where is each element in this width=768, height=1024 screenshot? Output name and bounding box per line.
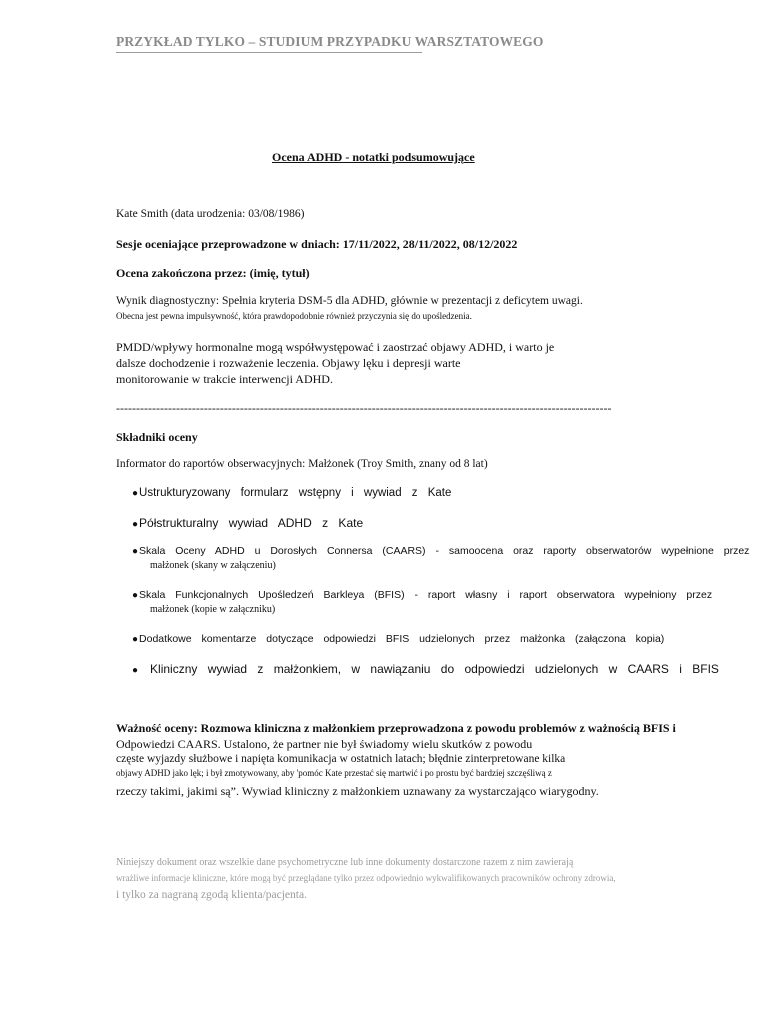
diagnosis-line-2: Obecna jest pewna impulsywność, która prawdopodobnie również przyczynia się do upośledzenia.	[116, 311, 472, 321]
bullet-icon: ●	[132, 519, 139, 530]
diagnosis-line-1: Wynik diagnostyczny: Spełnia kryteria DSM-5 dla ADHD, głównie w prezentacji z deficytem uwagi.	[116, 295, 583, 307]
list-item: ●Skala Oceny ADHD u Dorosłych Connersa (CAARS) - samoocena oraz raporty obserwatorów wypełnione przez	[132, 545, 750, 557]
list-item: ●Półstrukturalny wywiad ADHD z Kate	[132, 516, 364, 530]
bullet-icon: ●	[132, 665, 139, 676]
list-item: ● Kliniczny wywiad z małżonkiem, w nawiązaniu do odpowiedzi udzielonych w CAARS i BFIS	[132, 662, 719, 676]
validity-line-2: Odpowiedzi CAARS. Ustalono, że partner nie był świadomy wielu skutków z powodu	[116, 737, 533, 751]
list-item: ●Dodatkowe komentarze dotyczące odpowiedzi BFIS udzielonych przez małżonka (załączona kopia)	[132, 633, 665, 645]
bullet-icon: ●	[132, 590, 139, 601]
list-item: ●Skala Funkcjonalnych Upośledzeń Barkleya (BFIS) - raport własny i raport obserwatora wypełniony przez	[132, 589, 713, 601]
validity-line-3: częste wyjazdy służbowe i napięta komunikacja w ostatnich latach; błędnie zinterpretowane kilka	[116, 753, 566, 765]
patient-line: Kate Smith (data urodzenia: 03/08/1986)	[116, 208, 305, 220]
validity-line-4: objawy ADHD jako lęk; i był zmotywowany, aby 'pomóc Kate przestać się martwić i po prostu być bardziej szczęśliwą z	[116, 768, 552, 778]
list-item: ●Ustrukturyzowany formularz wstępny i wywiad z Kate	[132, 487, 452, 499]
validity-line-1: Ważność oceny: Rozmowa kliniczna z małżonkiem przeprowadzona z powodu problemów z ważnością BFIS i	[116, 721, 676, 735]
pmdd-line-1: PMDD/wpływy hormonalne mogą współwystępować i zaostrzać objawy ADHD, i warto je	[116, 340, 555, 354]
list-item-continuation: małżonek (skany w załączeniu)	[150, 560, 276, 571]
bullet-icon: ●	[132, 634, 139, 645]
document-title: Ocena ADHD - notatki podsumowujące	[272, 150, 475, 164]
list-item-continuation: małżonek (kopie w załączniku)	[150, 604, 276, 615]
bullet-icon: ●	[132, 546, 139, 557]
header-underline	[116, 52, 422, 53]
validity-line-5: rzeczy takimi, jakimi są”. Wywiad kliniczny z małżonkiem uznawany za wystarczająco wiarygodny.	[116, 784, 599, 798]
bullet-icon: ●	[132, 488, 139, 499]
sessions-line: Sesje oceniające przeprowadzone w dniach: 17/11/2022, 28/11/2022, 08/12/2022	[116, 237, 518, 251]
footer-disclaimer-line-2: wrażliwe informacje kliniczne, które mogą być przeglądane tylko przez odpowiednio wykwalifikowanych pracowników ochrony zdrowia,	[116, 873, 616, 883]
completed-by-line: Ocena zakończona przez: (imię, tytuł)	[116, 266, 310, 280]
pmdd-line-2: dalsze dochodzenie i rozważenie leczenia. Objawy lęku i depresji warte	[116, 356, 461, 370]
separator-line: ----------------------------------------------------------------------------------------------------------------------------	[116, 401, 612, 415]
footer-disclaimer-line-1: Niniejszy dokument oraz wszelkie dane psychometryczne lub inne dokumenty dostarczone razem z nim zawierają	[116, 857, 574, 868]
footer-disclaimer-line-3: i tylko za nagraną zgodą klienta/pacjenta.	[116, 889, 307, 901]
pmdd-line-3: monitorowanie w trakcie interwencji ADHD.	[116, 372, 333, 386]
document-header: PRZYKŁAD TYLKO – STUDIUM PRZYPADKU WARSZTATOWEGO	[116, 34, 544, 49]
informant-line: Informator do raportów obserwacyjnych: Małżonek (Troy Smith, znany od 8 lat)	[116, 458, 488, 470]
components-heading: Składniki oceny	[116, 430, 198, 444]
